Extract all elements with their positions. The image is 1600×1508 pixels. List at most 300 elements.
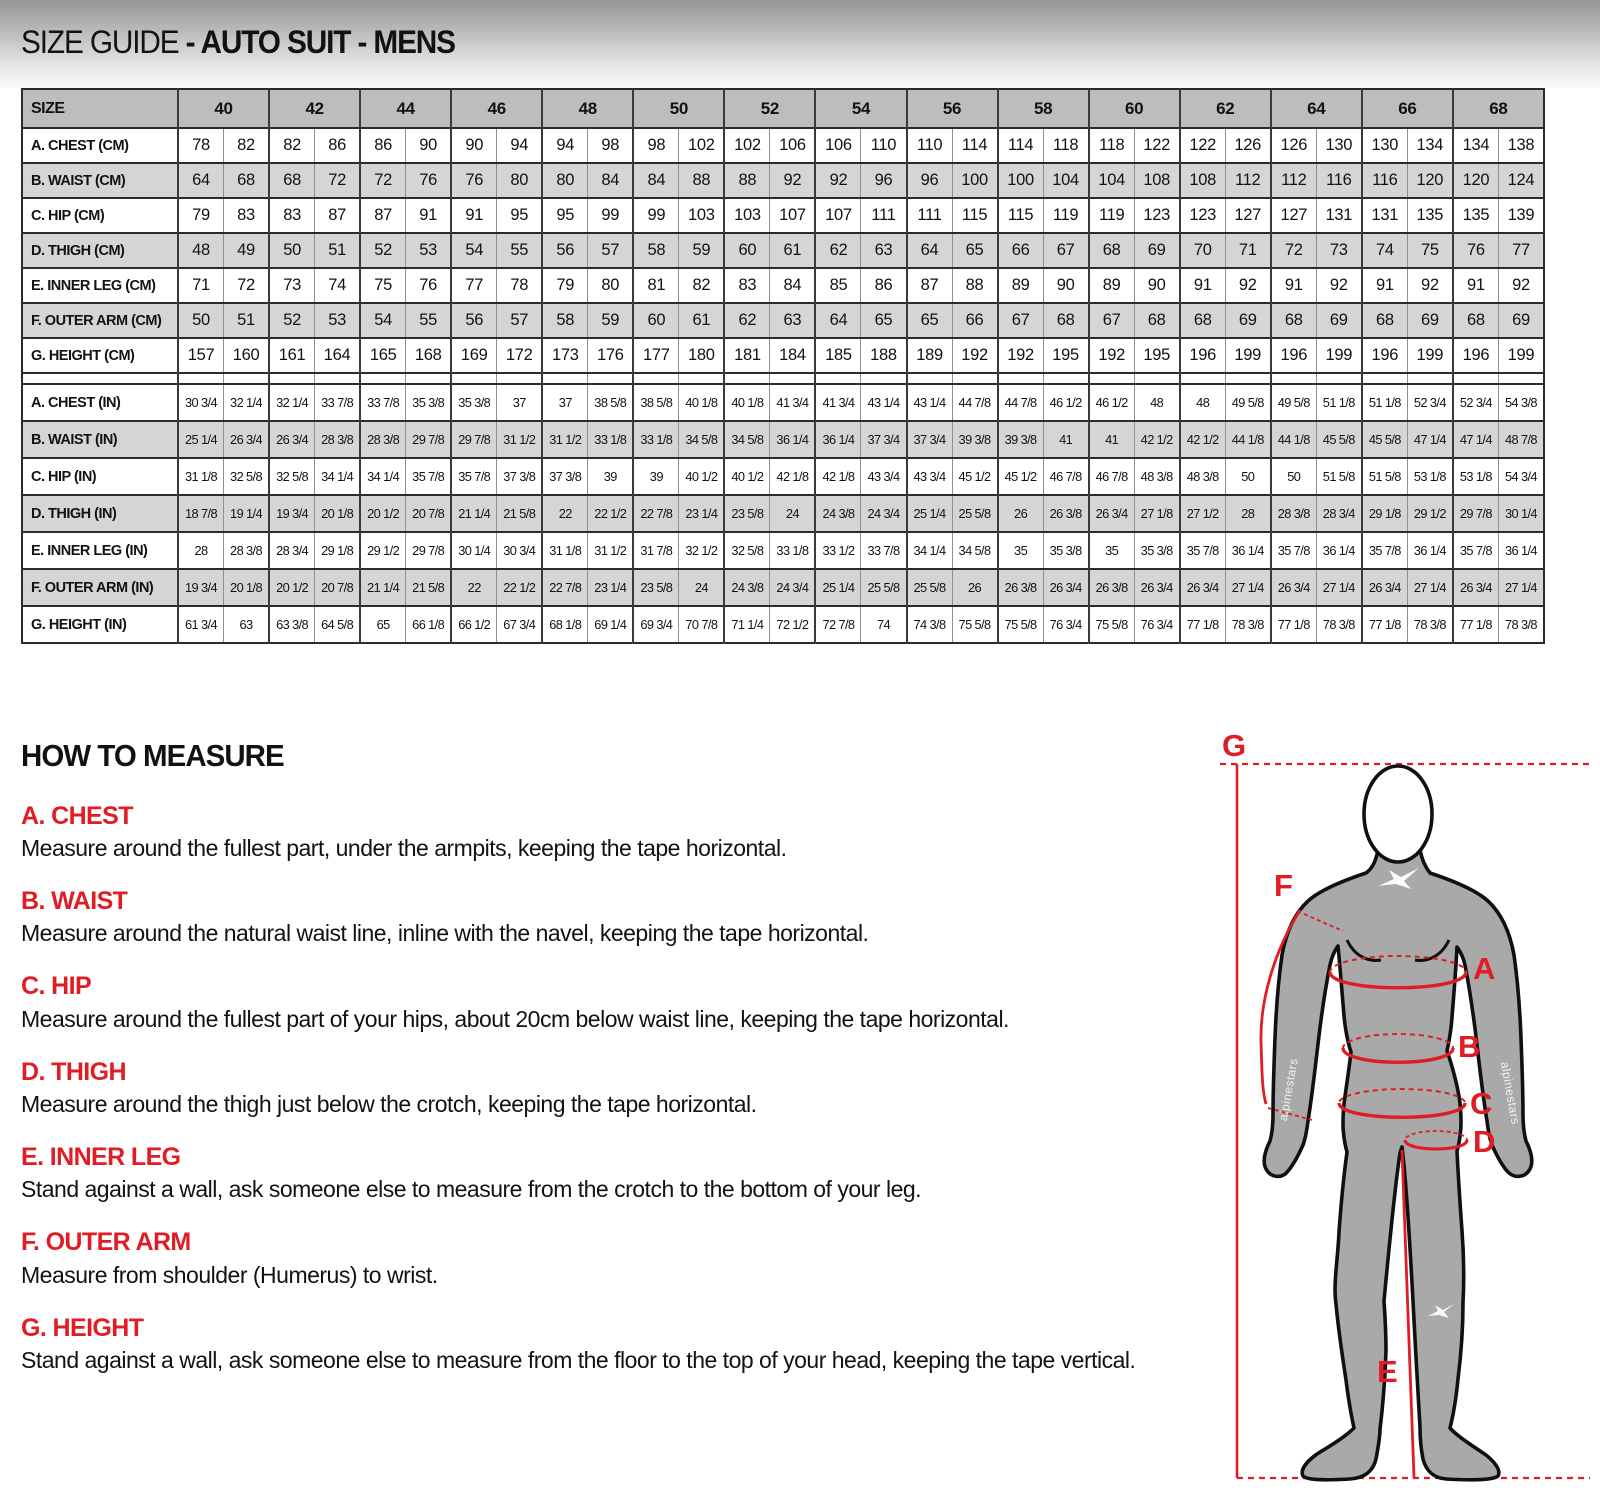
value-cell: 24 3/8	[815, 495, 861, 532]
value-cell: 34 1/4	[315, 458, 361, 495]
how-to-measure-heading: HOW TO MEASURE	[21, 738, 284, 773]
value-cell: 33 1/2	[815, 532, 861, 569]
value-cell: 28 3/4	[269, 532, 315, 569]
value-cell: 56	[451, 303, 497, 338]
value-cell: 68	[1362, 303, 1408, 338]
value-cell: 53	[315, 303, 361, 338]
value-cell: 29 7/8	[406, 532, 452, 569]
value-cell: 99	[633, 198, 679, 233]
value-cell: 29 7/8	[1453, 495, 1499, 532]
value-cell: 21 1/4	[360, 569, 406, 606]
value-cell: 45 1/2	[952, 458, 998, 495]
value-cell: 63 3/8	[269, 606, 315, 643]
value-cell: 60	[724, 233, 770, 268]
value-cell: 124	[1498, 163, 1544, 198]
row-label: E. INNER LEG (CM)	[22, 268, 178, 303]
value-cell: 68	[269, 163, 315, 198]
value-cell: 177	[633, 338, 679, 373]
value-cell: 91	[1362, 268, 1408, 303]
value-cell: 69	[1498, 303, 1544, 338]
measure-section-title: D. THIGH	[21, 1057, 126, 1086]
value-cell: 118	[1089, 128, 1135, 163]
value-cell: 22	[451, 569, 497, 606]
size-col-header: 66	[1362, 89, 1453, 128]
value-cell: 185	[815, 338, 861, 373]
value-cell: 35 3/8	[1043, 532, 1089, 569]
value-cell: 37 3/8	[542, 458, 588, 495]
value-cell: 33 1/8	[770, 532, 816, 569]
value-cell: 26 3/8	[1043, 495, 1089, 532]
value-cell: 65	[907, 303, 953, 338]
value-cell: 123	[1180, 198, 1226, 233]
value-cell: 106	[815, 128, 861, 163]
value-cell: 36 1/4	[1316, 532, 1362, 569]
value-cell: 115	[952, 198, 998, 233]
value-cell: 73	[269, 268, 315, 303]
value-cell: 26	[952, 569, 998, 606]
value-cell: 108	[1180, 163, 1226, 198]
value-cell: 82	[224, 128, 270, 163]
value-cell: 71 1/4	[724, 606, 770, 643]
size-col-header: 68	[1453, 89, 1544, 128]
value-cell: 75	[360, 268, 406, 303]
value-cell: 68	[1180, 303, 1226, 338]
value-cell: 66	[952, 303, 998, 338]
value-cell: 99	[588, 198, 634, 233]
value-cell: 78 3/8	[1498, 606, 1544, 643]
value-cell: 98	[588, 128, 634, 163]
value-cell: 74	[315, 268, 361, 303]
value-cell: 76	[451, 163, 497, 198]
value-cell: 26	[998, 495, 1044, 532]
value-cell: 107	[815, 198, 861, 233]
value-cell: 104	[1043, 163, 1089, 198]
measure-section-text: Stand against a wall, ask someone else to measure from the crotch to the bottom of your leg.	[21, 1176, 922, 1203]
measure-section	[21, 1315, 1171, 1374]
value-cell: 73	[1316, 233, 1362, 268]
value-cell: 168	[406, 338, 452, 373]
value-cell: 90	[1043, 268, 1089, 303]
value-cell: 23 1/4	[679, 495, 725, 532]
value-cell: 47 1/4	[1407, 421, 1453, 458]
value-cell: 76 3/4	[1134, 606, 1180, 643]
value-cell: 43 1/4	[907, 384, 953, 421]
value-cell: 100	[998, 163, 1044, 198]
table-row	[22, 198, 1544, 233]
value-cell: 48	[1134, 384, 1180, 421]
value-cell: 72	[1271, 233, 1317, 268]
value-cell: 75 5/8	[1089, 606, 1135, 643]
value-cell: 36 1/4	[815, 421, 861, 458]
value-cell: 51 1/8	[1316, 384, 1362, 421]
value-cell: 53 1/8	[1407, 458, 1453, 495]
row-label: C. HIP (CM)	[22, 198, 178, 233]
value-cell: 23 5/8	[724, 495, 770, 532]
value-cell: 47 1/4	[1453, 421, 1499, 458]
value-cell: 196	[1453, 338, 1499, 373]
value-cell: 95	[497, 198, 543, 233]
value-cell: 31 1/8	[542, 532, 588, 569]
value-cell: 160	[224, 338, 270, 373]
value-cell: 51	[224, 303, 270, 338]
value-cell: 199	[1407, 338, 1453, 373]
value-cell: 45 5/8	[1316, 421, 1362, 458]
value-cell: 65	[952, 233, 998, 268]
value-cell: 35 7/8	[406, 458, 452, 495]
value-cell: 72 1/2	[770, 606, 816, 643]
value-cell: 22 1/2	[588, 495, 634, 532]
value-cell: 35 7/8	[451, 458, 497, 495]
value-cell: 60	[633, 303, 679, 338]
value-cell: 35 3/8	[1134, 532, 1180, 569]
value-cell: 92	[1498, 268, 1544, 303]
value-cell: 63	[224, 606, 270, 643]
value-cell: 35 7/8	[1453, 532, 1499, 569]
value-cell: 50	[178, 303, 224, 338]
value-cell: 44 1/8	[1225, 421, 1271, 458]
value-cell: 199	[1316, 338, 1362, 373]
value-cell: 68	[1453, 303, 1499, 338]
value-cell: 195	[1043, 338, 1089, 373]
row-label: D. THIGH (CM)	[22, 233, 178, 268]
value-cell: 69	[1407, 303, 1453, 338]
value-cell: 31 7/8	[633, 532, 679, 569]
value-cell: 46 7/8	[1089, 458, 1135, 495]
value-cell: 41 3/4	[815, 384, 861, 421]
value-cell: 51 1/8	[1362, 384, 1408, 421]
value-cell: 67	[998, 303, 1044, 338]
value-cell: 35 7/8	[1362, 532, 1408, 569]
value-cell: 26 3/4	[224, 421, 270, 458]
size-col-header: 58	[998, 89, 1089, 128]
row-label: D. THIGH (IN)	[22, 495, 178, 532]
value-cell: 20 7/8	[315, 569, 361, 606]
value-cell: 48 7/8	[1498, 421, 1544, 458]
value-cell: 24 3/4	[770, 569, 816, 606]
value-cell: 29 1/2	[360, 532, 406, 569]
value-cell: 28	[178, 532, 224, 569]
value-cell: 46 1/2	[1089, 384, 1135, 421]
value-cell: 52	[360, 233, 406, 268]
value-cell: 76	[406, 163, 452, 198]
table-row	[22, 421, 1544, 458]
value-cell: 94	[497, 128, 543, 163]
value-cell: 37 3/8	[497, 458, 543, 495]
value-cell: 25 1/4	[815, 569, 861, 606]
value-cell: 91	[1453, 268, 1499, 303]
value-cell: 134	[1407, 128, 1453, 163]
value-cell: 28	[1225, 495, 1271, 532]
row-label: C. HIP (IN)	[22, 458, 178, 495]
value-cell: 74	[1362, 233, 1408, 268]
value-cell: 78 3/8	[1225, 606, 1271, 643]
size-col-header: 52	[724, 89, 815, 128]
figure-label-a: A	[1473, 951, 1496, 986]
value-cell: 157	[178, 338, 224, 373]
value-cell: 25 5/8	[861, 569, 907, 606]
value-cell: 28 3/8	[1271, 495, 1317, 532]
value-cell: 29 1/8	[1362, 495, 1408, 532]
value-cell: 139	[1498, 198, 1544, 233]
measure-section-text: Measure from shoulder (Humerus) to wrist.	[21, 1261, 438, 1288]
value-cell: 118	[1043, 128, 1089, 163]
value-cell: 196	[1271, 338, 1317, 373]
value-cell: 20 1/2	[360, 495, 406, 532]
value-cell: 66 1/2	[451, 606, 497, 643]
value-cell: 58	[542, 303, 588, 338]
figure-label-b: B	[1458, 1029, 1481, 1064]
value-cell: 72 7/8	[815, 606, 861, 643]
value-cell: 88	[679, 163, 725, 198]
value-cell: 192	[998, 338, 1044, 373]
value-cell: 31 1/8	[178, 458, 224, 495]
value-cell: 134	[1453, 128, 1499, 163]
value-cell: 77 1/8	[1180, 606, 1226, 643]
value-cell: 50	[1271, 458, 1317, 495]
value-cell: 114	[952, 128, 998, 163]
value-cell: 48	[1180, 384, 1226, 421]
value-cell: 37 3/4	[907, 421, 953, 458]
value-cell: 45 1/2	[998, 458, 1044, 495]
value-cell: 33 7/8	[861, 532, 907, 569]
value-cell: 86	[360, 128, 406, 163]
value-cell: 84	[770, 268, 816, 303]
value-cell: 89	[1089, 268, 1135, 303]
value-cell: 41	[1043, 421, 1089, 458]
table-row	[22, 303, 1544, 338]
value-cell: 78	[178, 128, 224, 163]
value-cell: 91	[451, 198, 497, 233]
value-cell: 25 5/8	[907, 569, 953, 606]
page-title-regular: SIZE GUIDE	[21, 24, 179, 60]
value-cell: 27 1/2	[1180, 495, 1226, 532]
value-cell: 36 1/4	[1225, 532, 1271, 569]
value-cell: 25 1/4	[907, 495, 953, 532]
value-cell: 104	[1089, 163, 1135, 198]
value-cell: 37	[497, 384, 543, 421]
value-cell: 54 3/4	[1498, 458, 1544, 495]
value-cell: 116	[1316, 163, 1362, 198]
value-cell: 111	[861, 198, 907, 233]
table-row	[22, 495, 1544, 532]
value-cell: 35 3/8	[406, 384, 452, 421]
value-cell: 35 7/8	[1180, 532, 1226, 569]
measure-section-title: G. HEIGHT	[21, 1313, 144, 1342]
value-cell: 28 3/8	[360, 421, 406, 458]
value-cell: 24 3/8	[724, 569, 770, 606]
value-cell: 120	[1453, 163, 1499, 198]
value-cell: 196	[1362, 338, 1408, 373]
row-label: F. OUTER ARM (CM)	[22, 303, 178, 338]
value-cell: 44 7/8	[998, 384, 1044, 421]
value-cell: 138	[1498, 128, 1544, 163]
value-cell: 110	[907, 128, 953, 163]
value-cell: 54	[451, 233, 497, 268]
value-cell: 80	[497, 163, 543, 198]
value-cell: 37 3/4	[861, 421, 907, 458]
value-cell: 43 1/4	[861, 384, 907, 421]
value-cell: 69	[1316, 303, 1362, 338]
value-cell: 69 1/4	[588, 606, 634, 643]
value-cell: 43 3/4	[861, 458, 907, 495]
value-cell: 83	[224, 198, 270, 233]
value-cell: 81	[633, 268, 679, 303]
size-table-body	[22, 89, 1544, 643]
value-cell: 21 5/8	[497, 495, 543, 532]
value-cell: 75 5/8	[998, 606, 1044, 643]
value-cell: 71	[1225, 233, 1271, 268]
value-cell: 29 1/8	[315, 532, 361, 569]
value-cell: 30 1/4	[451, 532, 497, 569]
value-cell: 77 1/8	[1271, 606, 1317, 643]
value-cell: 77 1/8	[1453, 606, 1499, 643]
value-cell: 28 3/8	[224, 532, 270, 569]
value-cell: 165	[360, 338, 406, 373]
value-cell: 27 1/4	[1407, 569, 1453, 606]
value-cell: 61	[770, 233, 816, 268]
value-cell: 92	[770, 163, 816, 198]
value-cell: 35	[1089, 532, 1135, 569]
value-cell: 68	[1043, 303, 1089, 338]
value-cell: 72	[360, 163, 406, 198]
value-cell: 114	[998, 128, 1044, 163]
value-cell: 27 1/8	[1134, 495, 1180, 532]
body-diagram-svg	[1180, 700, 1600, 1503]
figure-label-e: E	[1377, 1354, 1398, 1389]
value-cell: 77	[1498, 233, 1544, 268]
value-cell: 189	[907, 338, 953, 373]
measure-section	[21, 803, 1171, 862]
alpinestars-arm-logo-text-right: alpinestars	[1497, 1060, 1523, 1126]
value-cell: 68	[224, 163, 270, 198]
value-cell: 51 5/8	[1316, 458, 1362, 495]
value-cell: 32 1/4	[224, 384, 270, 421]
value-cell: 77	[451, 268, 497, 303]
value-cell: 86	[861, 268, 907, 303]
value-cell: 110	[861, 128, 907, 163]
value-cell: 44 7/8	[952, 384, 998, 421]
value-cell: 26 3/4	[1180, 569, 1226, 606]
value-cell: 131	[1316, 198, 1362, 233]
value-cell: 86	[315, 128, 361, 163]
value-cell: 70 7/8	[679, 606, 725, 643]
value-cell: 91	[1180, 268, 1226, 303]
value-cell: 66 1/8	[406, 606, 452, 643]
value-cell: 46 7/8	[1043, 458, 1089, 495]
value-cell: 112	[1271, 163, 1317, 198]
value-cell: 49 5/8	[1225, 384, 1271, 421]
value-cell: 57	[588, 233, 634, 268]
value-cell: 95	[542, 198, 588, 233]
value-cell: 58	[633, 233, 679, 268]
value-cell: 122	[1180, 128, 1226, 163]
value-cell: 91	[1271, 268, 1317, 303]
value-cell: 90	[1134, 268, 1180, 303]
value-cell: 51	[315, 233, 361, 268]
value-cell: 41	[1089, 421, 1135, 458]
size-col-header: 60	[1089, 89, 1180, 128]
value-cell: 59	[679, 233, 725, 268]
value-cell: 106	[770, 128, 816, 163]
value-cell: 62	[724, 303, 770, 338]
value-cell: 53 1/8	[1453, 458, 1499, 495]
value-cell: 69 3/4	[633, 606, 679, 643]
value-cell: 34 1/4	[907, 532, 953, 569]
table-row	[22, 233, 1544, 268]
value-cell: 45 5/8	[1362, 421, 1408, 458]
row-label: E. INNER LEG (IN)	[22, 532, 178, 569]
value-cell: 28 3/4	[1316, 495, 1362, 532]
value-cell: 76	[1453, 233, 1499, 268]
row-label: G. HEIGHT (IN)	[22, 606, 178, 643]
value-cell: 94	[542, 128, 588, 163]
value-cell: 115	[998, 198, 1044, 233]
value-cell: 83	[269, 198, 315, 233]
value-cell: 50	[1225, 458, 1271, 495]
row-label: F. OUTER ARM (IN)	[22, 569, 178, 606]
value-cell: 107	[770, 198, 816, 233]
value-cell: 90	[451, 128, 497, 163]
value-cell: 87	[315, 198, 361, 233]
value-cell: 98	[633, 128, 679, 163]
value-cell: 27 1/4	[1225, 569, 1271, 606]
row-label: B. WAIST (IN)	[22, 421, 178, 458]
value-cell: 119	[1043, 198, 1089, 233]
figure-label-f: F	[1274, 868, 1293, 903]
table-row	[22, 128, 1544, 163]
value-cell: 67	[1089, 303, 1135, 338]
value-cell: 46 1/2	[1043, 384, 1089, 421]
value-cell: 79	[178, 198, 224, 233]
value-cell: 64	[907, 233, 953, 268]
value-cell: 92	[1316, 268, 1362, 303]
value-cell: 39 3/8	[952, 421, 998, 458]
value-cell: 161	[269, 338, 315, 373]
value-cell: 164	[315, 338, 361, 373]
value-cell: 199	[1225, 338, 1271, 373]
table-row	[22, 569, 1544, 606]
value-cell: 87	[360, 198, 406, 233]
measure-section-title: F. OUTER ARM	[21, 1228, 191, 1257]
value-cell: 25 5/8	[952, 495, 998, 532]
value-cell: 65	[360, 606, 406, 643]
value-cell: 42 1/8	[770, 458, 816, 495]
value-cell: 64	[178, 163, 224, 198]
value-cell: 48 3/8	[1134, 458, 1180, 495]
value-cell: 65	[861, 303, 907, 338]
value-cell: 40 1/2	[724, 458, 770, 495]
value-cell: 68 1/8	[542, 606, 588, 643]
separator-row	[22, 373, 1544, 384]
value-cell: 22 7/8	[542, 569, 588, 606]
measure-section-text: Stand against a wall, ask someone else to measure from the floor to the top of your head, keeping the tape vertical.	[21, 1347, 1136, 1374]
measure-section-text: Measure around the fullest part, under the armpits, keeping the tape horizontal.	[21, 834, 787, 861]
body-silhouette	[1264, 850, 1532, 1480]
size-col-header: 42	[269, 89, 360, 128]
value-cell: 69	[1134, 233, 1180, 268]
value-cell: 82	[269, 128, 315, 163]
value-cell: 34 5/8	[952, 532, 998, 569]
size-col-header: 40	[178, 89, 269, 128]
size-col-header: 48	[542, 89, 633, 128]
value-cell: 20 1/8	[315, 495, 361, 532]
value-cell: 169	[451, 338, 497, 373]
value-cell: 48 3/8	[1180, 458, 1226, 495]
value-cell: 20 7/8	[406, 495, 452, 532]
value-cell: 103	[724, 198, 770, 233]
measure-section-text: Measure around the thigh just below the crotch, keeping the tape horizontal.	[21, 1090, 757, 1117]
value-cell: 92	[1225, 268, 1271, 303]
